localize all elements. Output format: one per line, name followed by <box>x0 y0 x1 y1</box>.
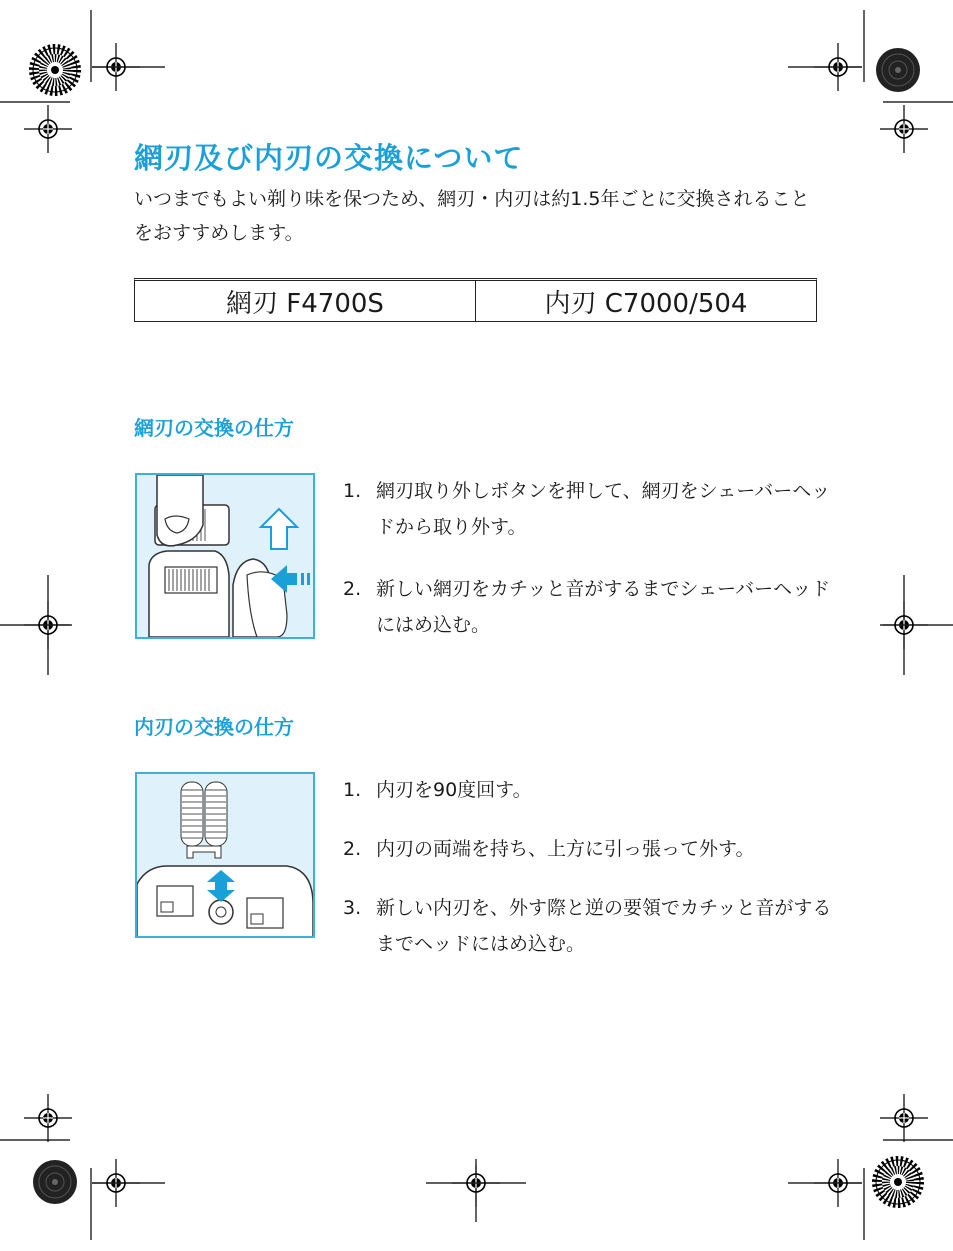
list-item <box>343 571 833 643</box>
step-text: 新しい内刃を、外す際と逆の要領でカチッと音がするまでヘッドにはめ込む。 <box>376 897 832 955</box>
list-item <box>343 831 833 867</box>
foil-steps <box>343 473 833 643</box>
foil-replacement-illustration <box>135 473 315 639</box>
cutter-part-number: 内刃 C7000/504 <box>475 281 816 321</box>
step-number: 2. <box>343 578 362 600</box>
step-number: 3. <box>343 897 362 919</box>
list-item <box>343 473 833 545</box>
cutter-section-heading: 内刃の交換の仕方 <box>134 715 294 739</box>
step-text: 新しい網刃をカチッと音がするまでシェーバーヘッドにはめ込む。 <box>376 578 831 636</box>
step-text: 内刃の両端を持ち、上方に引っ張って外す。 <box>376 838 755 860</box>
foil-section-heading: 網刃の交換の仕方 <box>134 416 294 440</box>
list-item <box>343 890 833 962</box>
step-number: 2. <box>343 838 362 860</box>
list-item <box>343 772 833 808</box>
foil-part-number: 網刃 F4700S <box>226 288 384 319</box>
parts-table <box>134 278 817 322</box>
step-text: 網刃取り外しボタンを押して、網刃をシェーバーヘッドから取り外す。 <box>376 480 831 538</box>
cutter-steps <box>343 772 833 962</box>
step-number: 1. <box>343 480 362 502</box>
step-text: 内刃を90度回す。 <box>376 779 532 801</box>
intro-text: いつまでもよい剃り味を保つため、網刃・内刃は約1.5年ごとに交換されることをおすすめします。 <box>134 188 810 244</box>
step-number: 1. <box>343 779 362 801</box>
cutter-replacement-illustration <box>135 772 315 938</box>
page-title: 網刃及び内刃の交換について <box>134 141 524 175</box>
